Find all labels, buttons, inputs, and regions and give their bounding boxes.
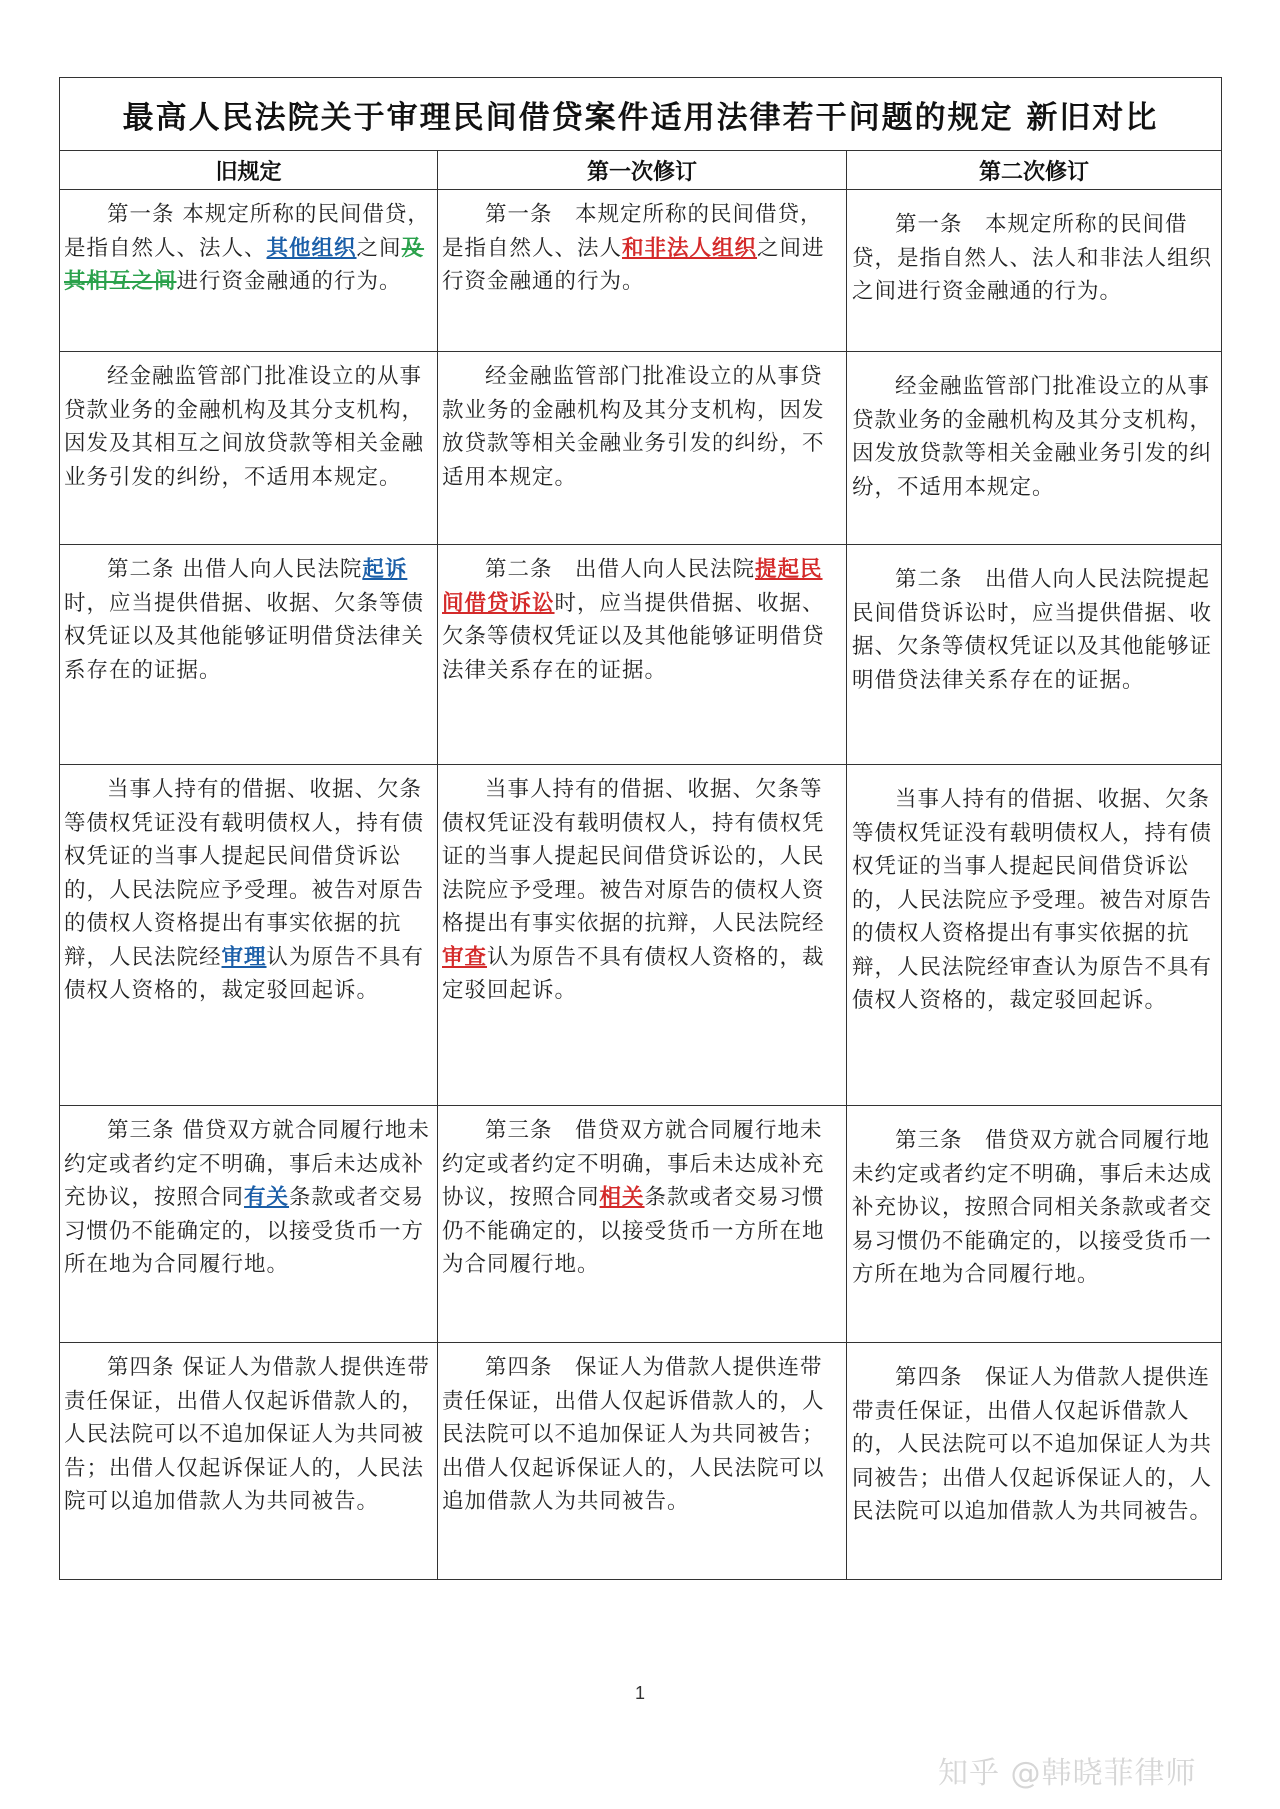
rev2-article-2-para-2 [847, 765, 1222, 1106]
rev1-article-2 [438, 545, 847, 765]
watermark: 知乎 @韩晓菲律师 [938, 1756, 1197, 1791]
rev1-article-2-para-2 [438, 765, 847, 1106]
rev2-article-2 [847, 545, 1222, 765]
rev2-article-1-para-2 [847, 352, 1222, 545]
highlighted-change-red: 审查 [442, 944, 488, 970]
column-header-old: 旧规定 [60, 151, 438, 190]
text-segment: 第四条 保证人为借款人提供连带责任保证，出借人仅起诉借款人的，人民法院可以不追加保证人为共同被告；出借人仅起诉保证人的，人民法院可以追加借款人为共同被告。 [852, 1365, 1213, 1524]
page-number: 1 [634, 1683, 645, 1703]
text-segment: 第三条 借贷双方就合同履行地未约定或者约定不明确，事后未达成补充协议，按照合同相关条款或者交易习惯仍不能确定的，以接受货币一方所在地为合同履行地。 [852, 1128, 1213, 1287]
old-article-2 [60, 545, 438, 765]
article-3-row [60, 1106, 1222, 1343]
text-segment: 当事人持有的借据、收据、欠条等债权凭证没有载明债权人，持有债权凭证的当事人提起民间借贷诉讼的，人民法院应予受理。被告对原告的债权人资格提出有事实依据的抗辩，人民法院经 [64, 777, 425, 970]
text-segment: 经金融监管部门批准设立的从事贷款业务的金融机构及其分支机构，因发放贷款等相关金融业务引发的纠纷，不适用本规定。 [852, 374, 1213, 500]
text-segment: 第二条 出借人向人民法院 [107, 557, 363, 582]
highlighted-change-green: 及其相互之间 [64, 235, 425, 294]
highlighted-change-blue: 有关 [244, 1185, 290, 1210]
text-segment: 第二条 出借人向人民法院提起民间借贷诉讼时，应当提供借据、收据、欠条等债权凭证以及其他能够证明借贷法律关系存在的证据。 [852, 567, 1213, 693]
rev1-article-3 [438, 1106, 847, 1343]
column-header-rev1: 第一次修订 [438, 151, 847, 190]
article-2-para-2-row [60, 765, 1222, 1106]
document-title: 最高人民法院关于审理民间借贷案件适用法律若干问题的规定 新旧对比 [60, 78, 1222, 151]
text-segment: 认为原告不具有债权人资格的，裁定驳回起诉。 [442, 944, 825, 1003]
highlighted-change-blue: 其他组织 [266, 235, 357, 261]
text-segment: 第二条 出借人向人民法院 [485, 557, 756, 582]
comparison-table [59, 77, 1222, 1580]
old-article-1 [60, 190, 438, 352]
text-segment: 条款或者交易习惯仍不能确定的，以接受货币一方所在地为合同履行地。 [442, 1185, 825, 1277]
text-segment: 条款或者交易习惯仍不能确定的，以接受货币一方所在地为合同履行地。 [64, 1185, 425, 1277]
text-segment: 认为原告不具有债权人资格的，裁定驳回起诉。 [64, 944, 425, 1003]
old-article-1-para-2 [60, 352, 438, 545]
text-segment: 经金融监管部门批准设立的从事贷款业务的金融机构及其分支机构，因发放贷款等相关金融业务引发的纠纷，不适用本规定。 [442, 364, 825, 490]
text-segment: 当事人持有的借据、收据、欠条等债权凭证没有载明债权人，持有债权凭证的当事人提起民间借贷诉讼的，人民法院应予受理。被告对原告的债权人资格提出有事实依据的抗辩，人民法院经 [442, 777, 825, 936]
text-segment: 当事人持有的借据、收据、欠条等债权凭证没有载明债权人，持有债权凭证的当事人提起民间借贷诉讼的，人民法院应予受理。被告对原告的债权人资格提出有事实依据的抗辩，人民法院经审查认为原告不具有债权人资格的，裁定驳回起诉。 [852, 787, 1213, 1013]
text-segment: 第四条 保证人为借款人提供连带责任保证，出借人仅起诉借款人的，人民法院可以不追加保证人为共同被告；出借人仅起诉保证人的，人民法院可以追加借款人为共同被告。 [442, 1355, 825, 1514]
text-segment: 第三条 借贷双方就合同履行地未约定或者约定不明确，事后未达成补充协议，按照合同 [64, 1118, 430, 1210]
article-4-row [60, 1343, 1222, 1580]
text-segment: 进行资金融通的行为。 [176, 269, 402, 294]
highlighted-change-red: 和非法人组织 [622, 235, 758, 261]
rev1-article-4 [438, 1343, 847, 1580]
text-segment: 时，应当提供借据、收据、欠条等债权凭证以及其他能够证明借贷法律关系存在的证据。 [64, 590, 425, 683]
rev2-article-4 [847, 1343, 1222, 1580]
text-segment: 之间 [356, 235, 402, 261]
article-2-row [60, 545, 1222, 765]
highlighted-change-blue: 起诉 [362, 557, 408, 582]
old-article-2-para-2 [60, 765, 438, 1106]
rev1-article-1-para-2 [438, 352, 847, 545]
article-1-para-2-row [60, 352, 1222, 545]
article-1-row [60, 190, 1222, 352]
column-header-row [60, 151, 1222, 190]
text-segment: 时，应当提供借据、收据、欠条等债权凭证以及其他能够证明借贷法律关系存在的证据。 [442, 590, 825, 683]
text-segment: 第一条 本规定所称的民间借贷，是指自然人、法人 [442, 202, 823, 261]
rev2-article-3 [847, 1106, 1222, 1343]
text-segment: 经金融监管部门批准设立的从事贷款业务的金融机构及其分支机构，因发及其相互之间放贷款等相关金融业务引发的纠纷，不适用本规定。 [64, 364, 425, 490]
rev2-article-1 [847, 190, 1222, 352]
text-segment: 第一条 本规定所称的民间借贷，是指自然人、法人、 [64, 202, 430, 261]
rev1-article-1 [438, 190, 847, 352]
column-header-rev2: 第二次修订 [847, 151, 1222, 190]
highlighted-change-blue: 审理 [221, 944, 267, 970]
old-article-4 [60, 1343, 438, 1580]
text-segment: 第一条 本规定所称的民间借贷，是指自然人、法人和非法人组织之间进行资金融通的行为。 [852, 212, 1213, 304]
text-segment: 之间进行资金融通的行为。 [442, 235, 825, 294]
old-article-3 [60, 1106, 438, 1343]
highlighted-change-red: 提起民间借贷诉讼 [442, 557, 823, 616]
highlighted-change-red: 相关 [599, 1185, 645, 1210]
text-segment: 第三条 借贷双方就合同履行地未约定或者约定不明确，事后未达成补充协议，按照合同 [442, 1118, 825, 1210]
text-segment: 第四条 保证人为借款人提供连带责任保证，出借人仅起诉借款人的，人民法院可以不追加保证人为共同被告；出借人仅起诉保证人的，人民法院可以追加借款人为共同被告。 [64, 1355, 430, 1514]
